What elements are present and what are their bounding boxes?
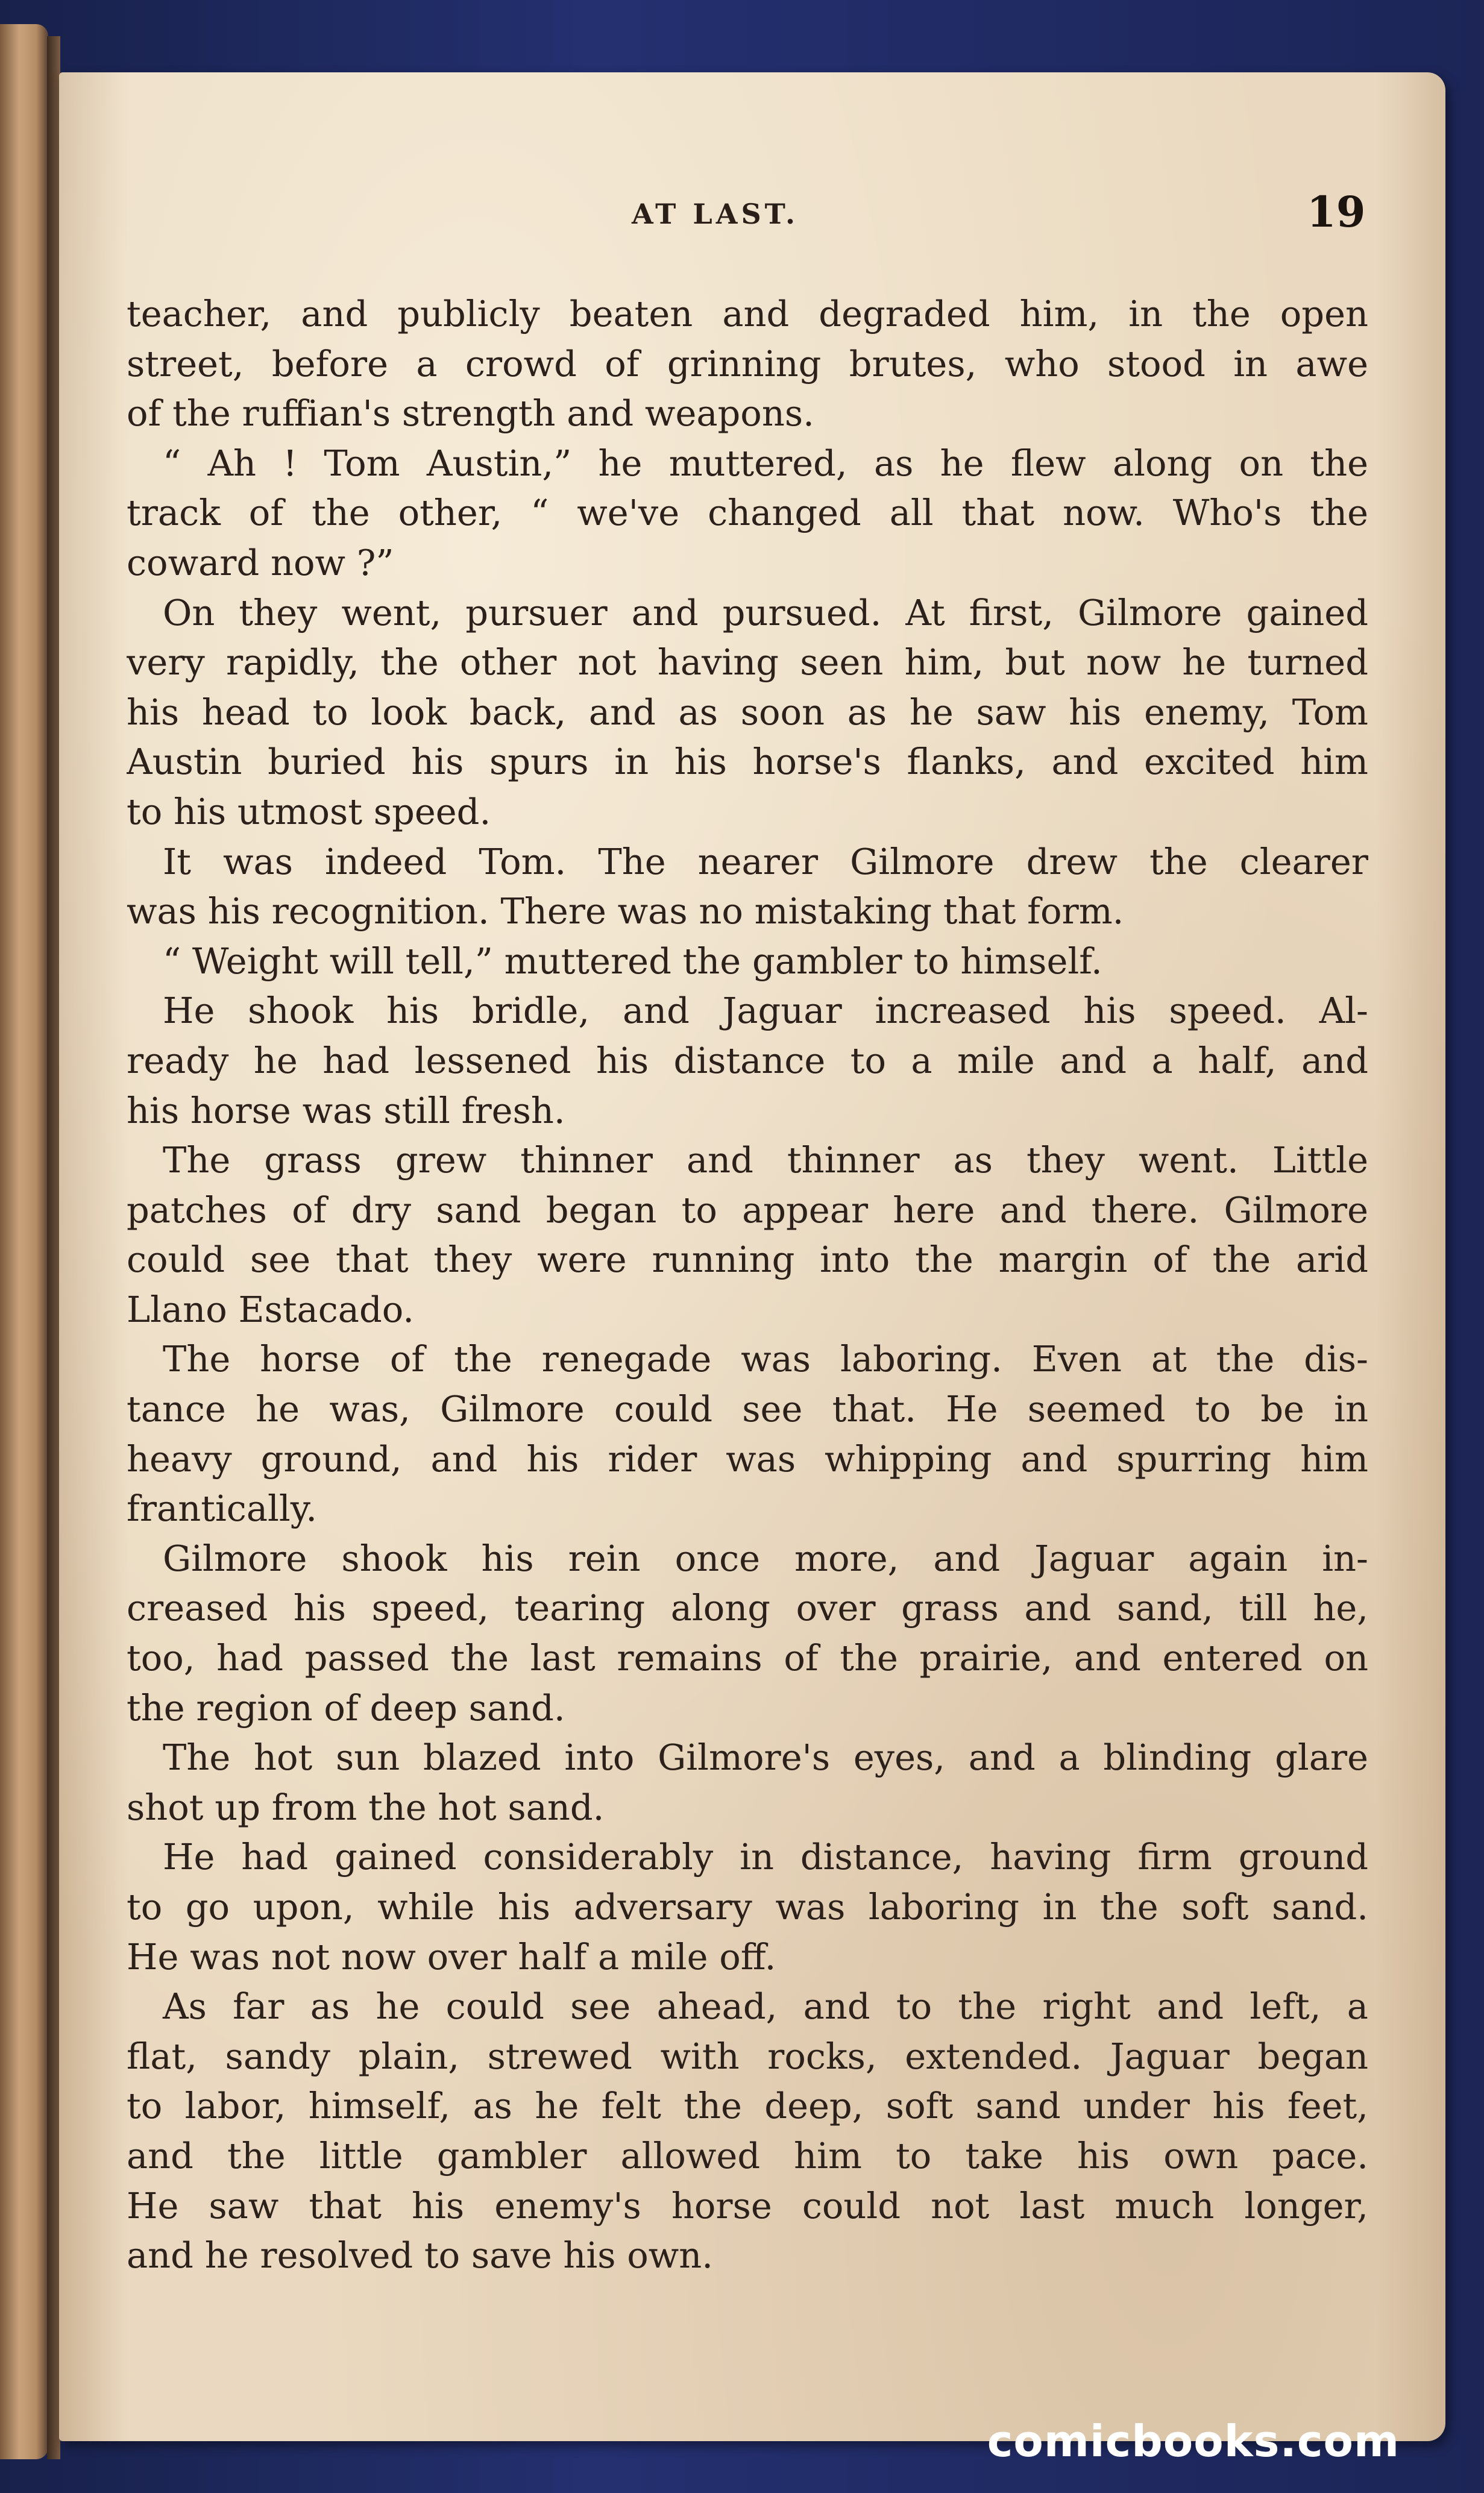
running-head bbox=[59, 187, 1445, 235]
facing-page-edge bbox=[0, 24, 48, 2459]
page-number: 19 bbox=[1307, 187, 1366, 237]
text-line: to his utmost speed. bbox=[127, 790, 491, 832]
text-line: frantically. bbox=[127, 1488, 318, 1530]
text-line: to labor, himself, as he felt the deep, soft sand under his feet, bbox=[127, 2085, 1368, 2127]
text-line: was his recognition. There was no mistaking that form. bbox=[127, 890, 1124, 932]
text-line: and the little gambler allowed him to take his own pace. bbox=[127, 2134, 1368, 2177]
text-line: too, had passed the last remains of the prairie, and entered on bbox=[127, 1637, 1368, 1679]
text-line: He saw that his enemy's horse could not last much longer, bbox=[127, 2184, 1368, 2227]
text-line: ready he had lessened his distance to a mile and a half, and bbox=[127, 1039, 1368, 1081]
text-line: The horse of the renegade was laboring. Even at the dis- bbox=[163, 1338, 1368, 1380]
book-page bbox=[59, 72, 1445, 2441]
text-line: flat, sandy plain, strewed with rocks, extended. Jaguar began bbox=[127, 2035, 1368, 2077]
text-line: On they went, pursuer and pursued. At first, Gilmore gained bbox=[163, 591, 1368, 633]
text-line: Gilmore shook his rein once more, and Jaguar again in- bbox=[163, 1537, 1368, 1579]
text-line: creased his speed, tearing along over grass and sand, till he, bbox=[127, 1587, 1368, 1629]
text-line: Austin buried his spurs in his horse's flanks, and excited him bbox=[127, 741, 1368, 783]
text-line: heavy ground, and his rider was whipping and spurring him bbox=[127, 1438, 1368, 1480]
text-line: track of the other, “ we've changed all that now. Who's the bbox=[127, 492, 1368, 534]
text-line: As far as he could see ahead, and to the right and left, a bbox=[163, 1985, 1368, 2028]
text-line: Llano Estacado. bbox=[127, 1288, 414, 1330]
text-line: and he resolved to save his own. bbox=[127, 2234, 714, 2277]
running-head-title: AT LAST. bbox=[632, 198, 799, 230]
text-line: teacher, and publicly beaten and degraded him, in the open bbox=[127, 293, 1368, 335]
site-watermark: comicbooks.com bbox=[987, 2416, 1400, 2466]
text-line: “ Ah ! Tom Austin,” he muttered, as he flew along on the bbox=[163, 442, 1368, 484]
text-line: “ Weight will tell,” muttered the gambler to himself. bbox=[163, 940, 1102, 982]
text-line: his head to look back, and as soon as he saw his enemy, Tom bbox=[127, 691, 1368, 733]
text-line: The grass grew thinner and thinner as they went. Little bbox=[163, 1139, 1368, 1181]
text-line: very rapidly, the other not having seen him, but now he turned bbox=[127, 641, 1368, 684]
text-line: the region of deep sand. bbox=[127, 1687, 565, 1729]
text-line: coward now ?” bbox=[127, 541, 394, 583]
text-line: It was indeed Tom. The nearer Gilmore drew the clearer bbox=[163, 840, 1368, 882]
text-line: He had gained considerably in distance, having firm ground bbox=[163, 1836, 1368, 1878]
text-line: patches of dry sand began to appear here and there. Gilmore bbox=[127, 1189, 1368, 1231]
text-line: of the ruffian's strength and weapons. bbox=[127, 392, 814, 435]
book-binding bbox=[47, 36, 60, 2459]
body-text bbox=[127, 289, 1368, 2281]
text-line: to go upon, while his adversary was laboring in the soft sand. bbox=[127, 1886, 1368, 1928]
text-line: shot up from the hot sand. bbox=[127, 1786, 605, 1828]
text-line: The hot sun blazed into Gilmore's eyes, and a blinding glare bbox=[163, 1737, 1368, 1779]
text-line: street, before a crowd of grinning brutes, who stood in awe bbox=[127, 342, 1368, 385]
text-line: He shook his bridle, and Jaguar increased his speed. Al- bbox=[163, 990, 1368, 1032]
text-line: tance he was, Gilmore could see that. He seemed to be in bbox=[127, 1388, 1368, 1430]
text-line: could see that they were running into the margin of the arid bbox=[127, 1239, 1368, 1281]
text-line: He was not now over half a mile off. bbox=[127, 1935, 776, 1978]
text-line: his horse was still fresh. bbox=[127, 1089, 565, 1131]
